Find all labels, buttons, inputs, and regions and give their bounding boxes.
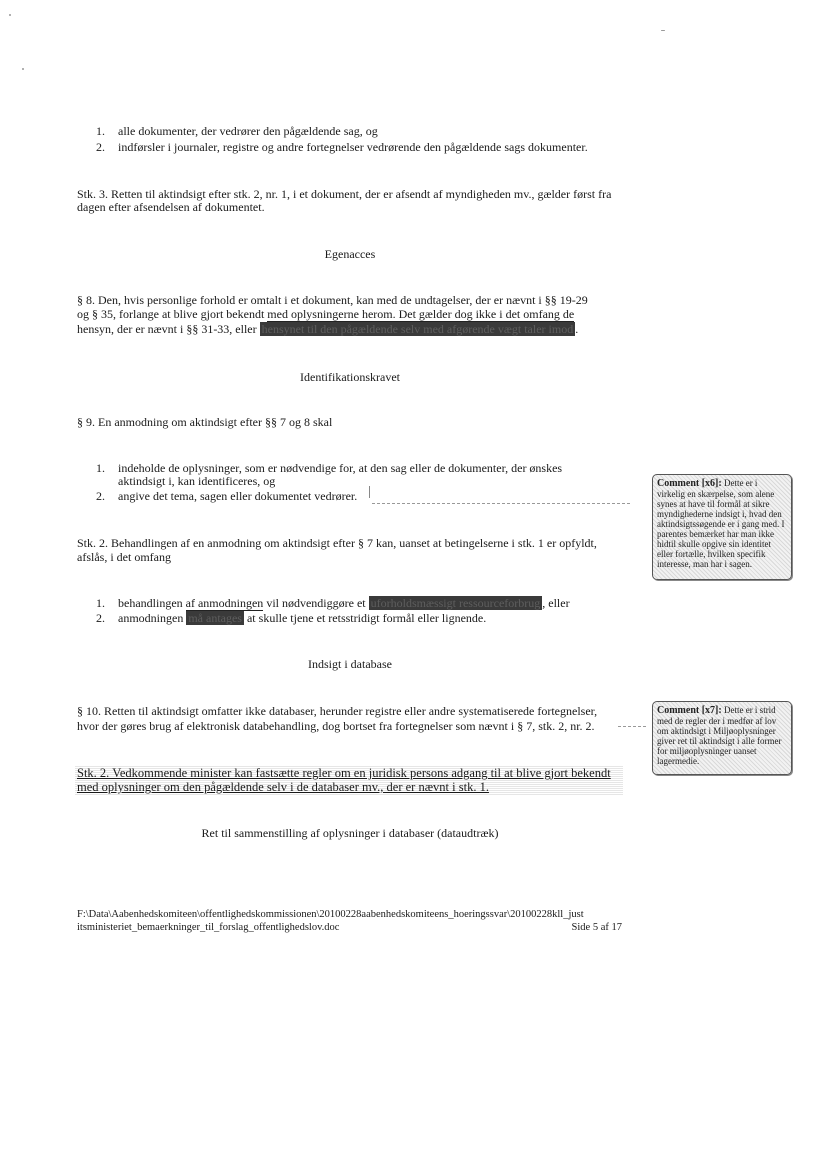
- paragraph-line: [77, 323, 637, 336]
- paragraph-line: [77, 308, 637, 321]
- list-text: [118, 462, 562, 488]
- redacted-text: må antages: [188, 611, 242, 625]
- text-span: og § 35, forlange at blive gjort bekendt: [77, 307, 268, 321]
- paragraph-line: § 10. Retten til aktindsigt omfatter ikke databaser, herunder registre eller andre systematiserede fortegnelser,: [77, 704, 598, 718]
- list-text: [118, 612, 486, 625]
- list-item: [96, 141, 588, 154]
- list-item: [96, 125, 378, 138]
- underlined-text: af anmodningen: [185, 596, 264, 610]
- scan-speck: [9, 14, 11, 16]
- list-item: [96, 612, 486, 625]
- list-number: 1.: [96, 124, 105, 138]
- scan-speck: [661, 30, 665, 31]
- comment-connector-line: [372, 503, 630, 504]
- text-span: hensyn, der er nævnt i §§ 31-33, eller: [77, 322, 260, 336]
- paragraph-stk3: Stk. 3. Retten til aktindsigt efter stk. 2, nr. 1, i et dokument, der er afsendt af myndigheden mv., gælder først fra dagen efter afsendelsen af dokumentet.: [77, 187, 612, 214]
- section-heading: Identifikationskravet: [300, 370, 400, 384]
- paragraph-line: afslås, i det omfang: [77, 550, 171, 564]
- list-item: [96, 597, 570, 610]
- text-span: , eller: [542, 596, 570, 610]
- footer-line: [77, 921, 622, 934]
- list-number: 1.: [96, 596, 105, 610]
- text-cursor-mark: [369, 486, 370, 498]
- list-text: angive det tema, sagen eller dokumentet vedrører.: [118, 489, 358, 503]
- text-span: vil nødvendiggøre et: [263, 596, 369, 610]
- section-heading: Indsigt i database: [308, 657, 392, 671]
- paragraph-line: Stk. 2. Behandlingen af en anmodning om aktindsigt efter § 7 kan, uanset at betingelserne i stk. 1 er opfyldt,: [77, 536, 597, 550]
- paragraph-8: [77, 294, 637, 336]
- list-number: 1.: [96, 461, 105, 475]
- list-text: alle dokumenter, der vedrører den pågældende sag, og: [118, 124, 378, 138]
- paragraph-line: Stk. 2. Vedkommende minister kan fastsætte regler om en juridisk persons adgang til at blive gjort bekendt: [77, 766, 611, 780]
- comment-connector-line: [618, 726, 646, 727]
- underlined-text: med oplysningerne herom. Det gælder dog ikke i det omfang de: [267, 307, 575, 321]
- list-number: 2.: [96, 140, 105, 154]
- list-text: indførsler i journaler, registre og andre fortegnelser vedrørende den pågældende sags dokumenter.: [118, 140, 588, 154]
- comment-title: Comment [x6]:: [657, 478, 722, 489]
- list-line: indeholde de oplysninger, som er nødvendige for, at den sag eller de dokumenter, der ønskes: [118, 461, 563, 475]
- paragraph-line: med oplysninger om den pågældende selv i de databaser mv., der er nævnt i stk. 1.: [77, 780, 489, 794]
- paragraph-10: [77, 705, 637, 733]
- scan-speck: [22, 68, 24, 70]
- section-heading: Ret til sammenstilling af oplysninger i databaser (dataudtræk): [201, 826, 499, 840]
- list-text: [118, 597, 570, 610]
- text-span: anmodningen: [118, 611, 187, 625]
- comment-title: Comment [x7]:: [657, 705, 722, 716]
- paragraph-line: hvor der gøres brug af elektronisk databehandling, dog bortset fra fortegnelser som nævnt i § 7, stk. 2, nr. 2.: [77, 719, 595, 733]
- paragraph-9: § 9. En anmodning om aktindsigt efter §§ 7 og 8 skal: [77, 415, 333, 429]
- footer-path-line: F:\Data\Aabenhedskomiteen\offentlighedskommissionen\20100228aabenhedskomiteens_hoeringssvar\20100228kll_just: [77, 909, 584, 920]
- paragraph-stk2-10: [75, 766, 623, 795]
- comment-body: Dette er i strid med de regler der i medfør af lov om aktindsigt i Miljøoplysninger giver ret til aktindsigt i alle former for miljøoplysninger uanset lagermedie.: [657, 705, 782, 766]
- list-line: aktindsigt i, kan identificeres, og: [118, 474, 276, 488]
- list-item: [96, 490, 357, 503]
- list-number: 2.: [96, 489, 105, 503]
- paragraph-stk2-9: [77, 537, 637, 564]
- redacted-text: hensynet til den pågældende selv med afgørende vægt taler imod: [261, 322, 574, 336]
- page-footer: [77, 908, 622, 934]
- page-number: Side 5 af 17: [571, 922, 622, 933]
- text-span: at skulle tjene et retsstridigt formål eller lignende.: [243, 611, 487, 625]
- comment-box[interactable]: [652, 474, 792, 580]
- text-span: behandlingen: [118, 596, 186, 610]
- comment-box[interactable]: [652, 701, 792, 775]
- footer-path-line: itsministeriet_bemaerkninger_til_forslag_offentlighedslov.doc: [77, 922, 340, 933]
- section-heading: Egenacces: [324, 247, 376, 261]
- redacted-text: uforholdsmæssigt ressourceforbrug: [370, 596, 541, 610]
- comment-body: Dette er i virkelig en skærpelse, som alene synes at have til formål at sikre myndighederne indsigt i, hvad den aktindsigtssøgende er i gang med. I parentes bemærket har man ikke hidtil skulle opgive sin identitet eller fortælle, hvilken specifik interesse, man har i sagen.: [657, 478, 785, 569]
- text-span: .: [575, 322, 579, 336]
- list-item: [96, 462, 562, 488]
- paragraph-line: § 8. Den, hvis personlige forhold er omtalt i et dokument, kan med de undtagelser, der er nævnt i §§ 19-29: [77, 293, 588, 307]
- list-number: 2.: [96, 611, 105, 625]
